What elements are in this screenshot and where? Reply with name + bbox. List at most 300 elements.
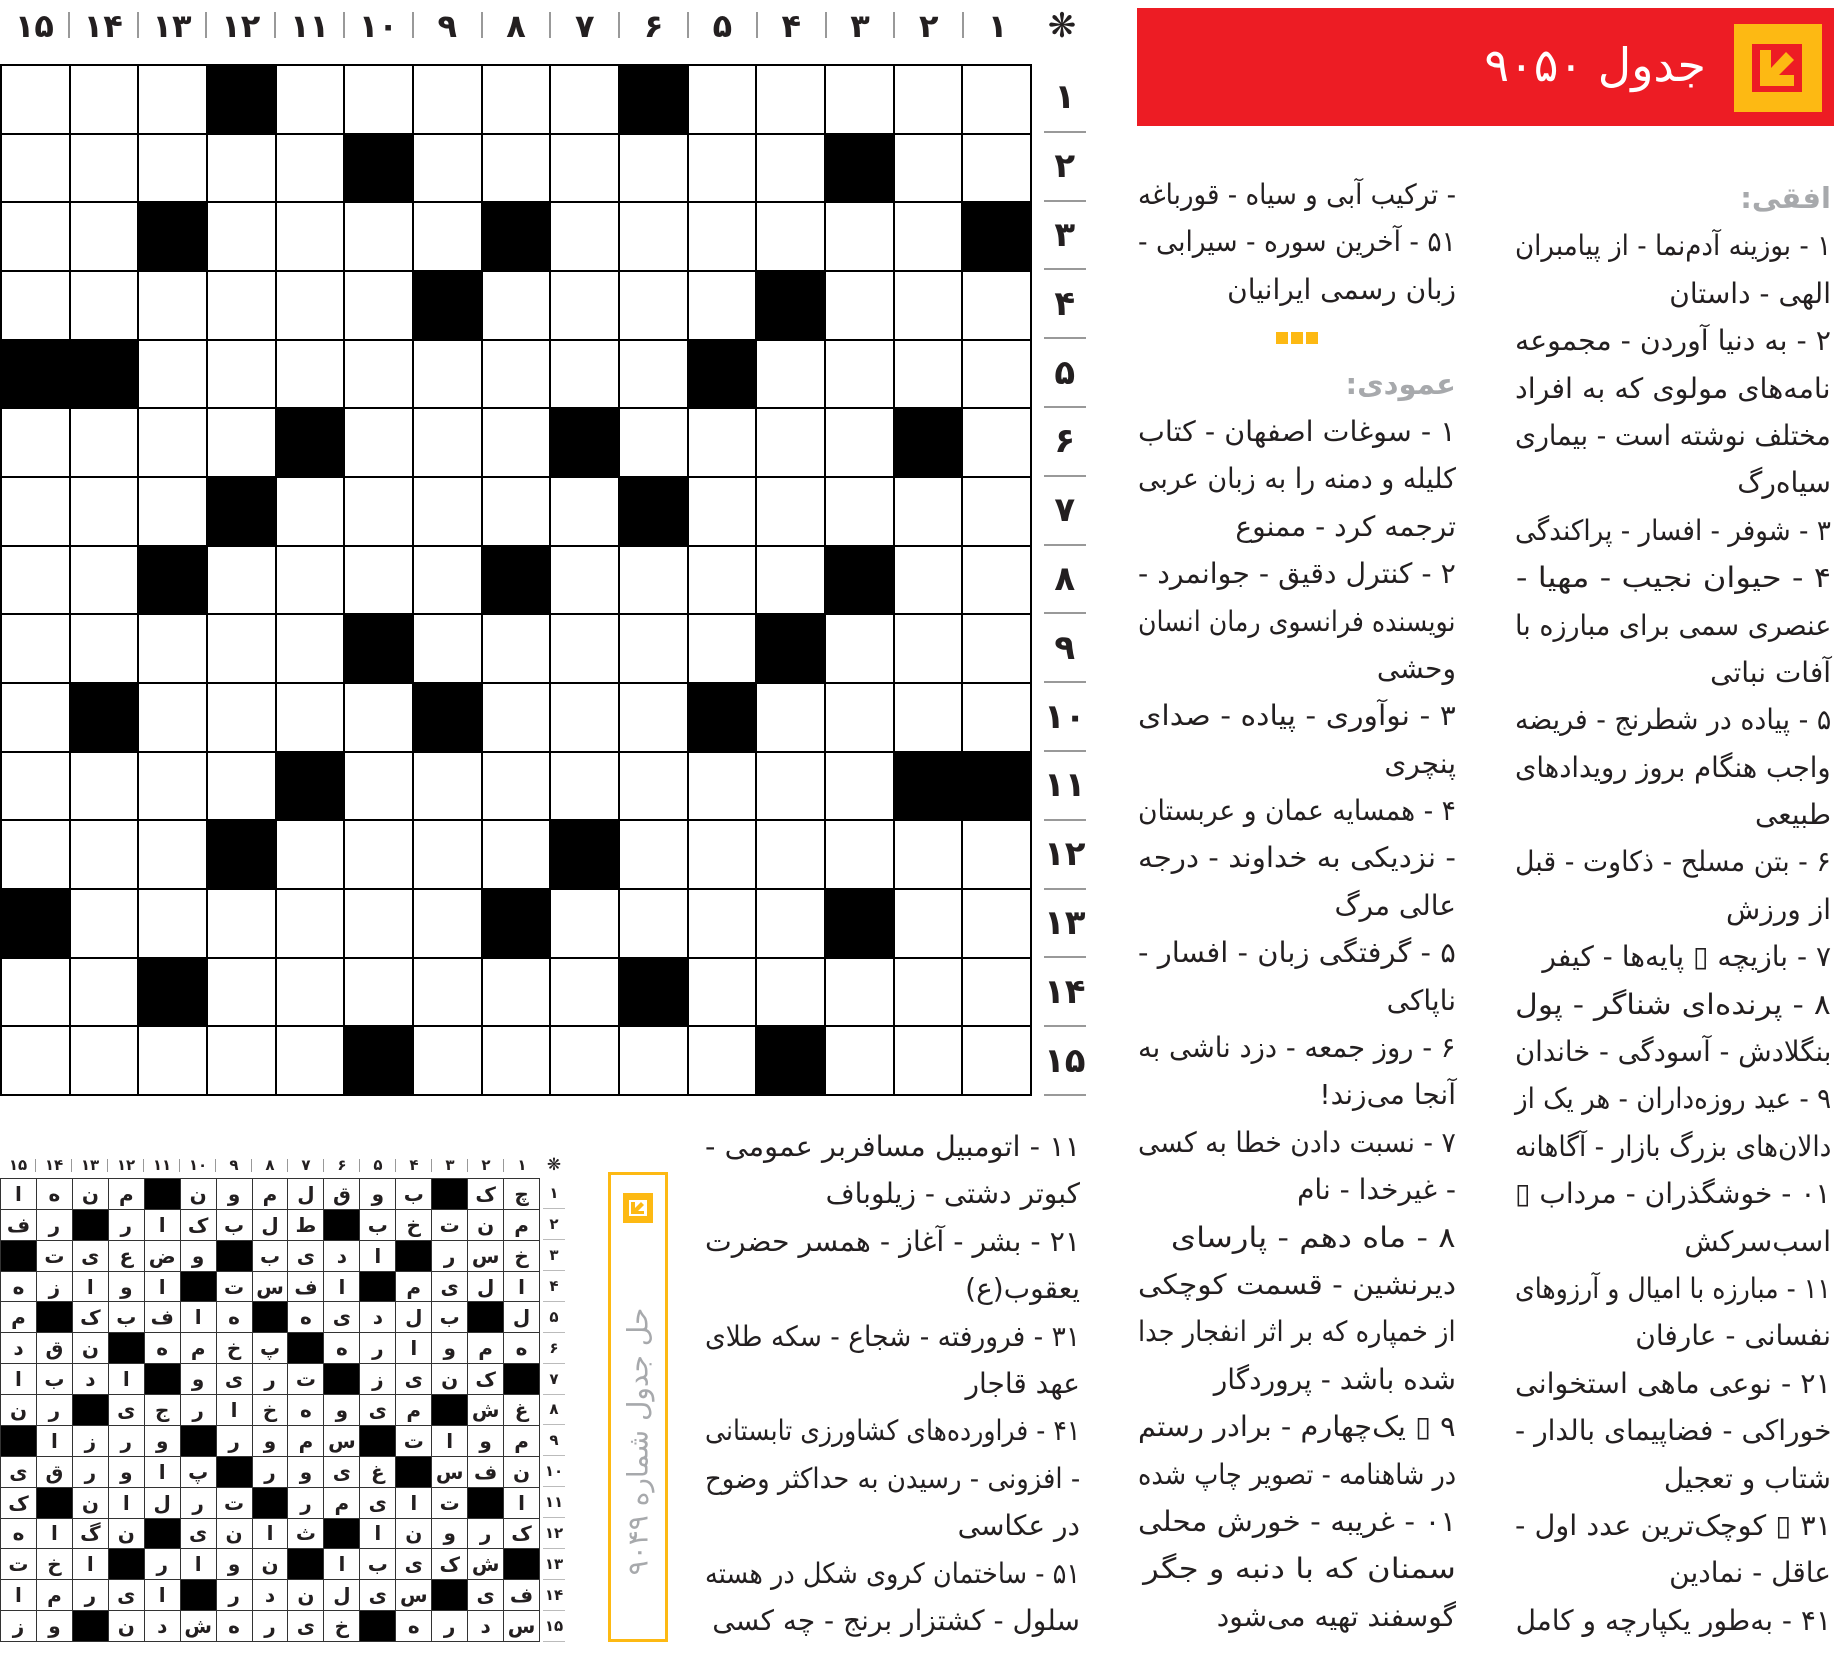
empty-cell[interactable]: [689, 959, 758, 1028]
empty-cell[interactable]: [414, 409, 483, 478]
clue-line-text: - ترکیب آبی و سیاه - قورباغه: [1137, 178, 1456, 211]
empty-cell[interactable]: [414, 203, 483, 272]
empty-cell[interactable]: [483, 615, 552, 684]
empty-cell[interactable]: [414, 753, 483, 822]
empty-cell[interactable]: [620, 615, 689, 684]
clue-line-text: عنصری سمی برای مبارزه با: [1514, 608, 1831, 642]
empty-cell[interactable]: [71, 547, 140, 616]
empty-cell[interactable]: [71, 753, 140, 822]
empty-cell[interactable]: [483, 478, 552, 547]
empty-cell[interactable]: [757, 821, 826, 890]
solution-cell: ش: [468, 1549, 504, 1580]
solution-cell: ک: [73, 1302, 109, 1333]
empty-cell[interactable]: [139, 615, 208, 684]
empty-cell[interactable]: [208, 272, 277, 341]
empty-cell[interactable]: [620, 684, 689, 753]
column-label: ۶: [324, 1152, 360, 1178]
empty-cell[interactable]: [689, 135, 758, 204]
empty-cell[interactable]: [208, 135, 277, 204]
empty-cell[interactable]: [2, 478, 71, 547]
empty-cell[interactable]: [139, 341, 208, 410]
empty-cell[interactable]: [277, 272, 346, 341]
empty-cell[interactable]: [689, 890, 758, 959]
empty-cell[interactable]: [277, 959, 346, 1028]
empty-cell[interactable]: [620, 409, 689, 478]
empty-cell[interactable]: [277, 341, 346, 410]
empty-cell[interactable]: [277, 66, 346, 135]
empty-cell[interactable]: [551, 478, 620, 547]
empty-cell[interactable]: [895, 615, 964, 684]
empty-cell[interactable]: [963, 409, 1032, 478]
empty-cell[interactable]: [551, 135, 620, 204]
empty-cell[interactable]: [826, 1027, 895, 1096]
solution-label-box: [608, 1172, 668, 1642]
solution-cell: ی: [324, 1457, 360, 1488]
empty-cell[interactable]: [2, 409, 71, 478]
clue-line: [1138, 1071, 1456, 1118]
clue-line: [705, 1360, 1080, 1407]
clue-line: [705, 1123, 1080, 1170]
empty-cell[interactable]: [208, 547, 277, 616]
empty-cell[interactable]: [71, 821, 140, 890]
empty-cell[interactable]: [963, 1027, 1032, 1096]
empty-cell[interactable]: [71, 890, 140, 959]
empty-cell[interactable]: [414, 615, 483, 684]
empty-cell[interactable]: [71, 203, 140, 272]
empty-cell[interactable]: [620, 821, 689, 890]
clue-line-text: عهد قاجار: [965, 1366, 1080, 1400]
empty-cell[interactable]: [483, 135, 552, 204]
empty-cell[interactable]: [139, 478, 208, 547]
solution-cell: س: [253, 1272, 289, 1303]
solution-cell: پ: [253, 1333, 289, 1364]
empty-cell[interactable]: [551, 959, 620, 1028]
empty-cell[interactable]: [689, 203, 758, 272]
clue-line: [1138, 1261, 1456, 1308]
empty-cell[interactable]: [483, 753, 552, 822]
clue-line: [1138, 503, 1456, 550]
empty-cell[interactable]: [551, 547, 620, 616]
empty-cell[interactable]: [345, 203, 414, 272]
solution-cell: ا: [109, 1364, 145, 1395]
solution-cell: ا: [145, 1272, 181, 1303]
black-cell: [757, 272, 826, 341]
empty-cell[interactable]: [2, 547, 71, 616]
clue-line: [1515, 886, 1831, 933]
empty-cell[interactable]: [277, 547, 346, 616]
clue-line: [705, 1313, 1080, 1360]
solution-cell: س: [504, 1611, 540, 1642]
solution-cell: ج: [145, 1395, 181, 1426]
solution-cell: م: [324, 1488, 360, 1519]
black-cell: [145, 1364, 181, 1395]
empty-cell[interactable]: [620, 135, 689, 204]
empty-cell[interactable]: [414, 890, 483, 959]
clue-line: [1515, 412, 1831, 459]
empty-cell[interactable]: [414, 66, 483, 135]
solution-cell: س: [468, 1241, 504, 1272]
solution-cell: ل: [396, 1302, 432, 1333]
empty-cell[interactable]: [895, 959, 964, 1028]
empty-cell[interactable]: [963, 341, 1032, 410]
clue-line: [1138, 171, 1456, 218]
row-label: ۱۵: [1044, 1027, 1086, 1096]
empty-cell[interactable]: [963, 959, 1032, 1028]
empty-cell[interactable]: [826, 341, 895, 410]
solution-grid: [0, 1178, 540, 1642]
empty-cell[interactable]: [483, 66, 552, 135]
clue-line-text: کلیله و دمنه را به زبان عربی: [1138, 462, 1456, 496]
empty-cell[interactable]: [826, 478, 895, 547]
black-cell: [963, 753, 1032, 822]
empty-cell[interactable]: [620, 547, 689, 616]
solution-grid-column-labels: [0, 1152, 540, 1178]
empty-cell[interactable]: [277, 1027, 346, 1096]
empty-cell[interactable]: [551, 753, 620, 822]
empty-cell[interactable]: [689, 409, 758, 478]
solution-cell: ب: [253, 1241, 289, 1272]
clue-line-text: افقی:: [1740, 181, 1831, 215]
empty-cell[interactable]: [71, 615, 140, 684]
solution-cell: ت: [288, 1364, 324, 1395]
row-label: ۹: [543, 1425, 565, 1456]
empty-cell[interactable]: [895, 272, 964, 341]
empty-cell[interactable]: [895, 684, 964, 753]
empty-cell[interactable]: [139, 821, 208, 890]
clue-line-text: زبان رسمی ایرانیان: [1227, 272, 1456, 306]
empty-cell[interactable]: [551, 66, 620, 135]
clue-line-text: دالان‌های بزرگ بازار - آگاهانه: [1514, 1129, 1831, 1163]
empty-cell[interactable]: [963, 684, 1032, 753]
black-cell: [71, 341, 140, 410]
empty-cell[interactable]: [551, 1027, 620, 1096]
empty-cell[interactable]: [345, 409, 414, 478]
empty-cell[interactable]: [689, 753, 758, 822]
empty-cell[interactable]: [895, 66, 964, 135]
solution-cell: ف: [504, 1580, 540, 1611]
row-label: ۱۲: [543, 1518, 565, 1549]
empty-cell[interactable]: [277, 203, 346, 272]
empty-cell[interactable]: [277, 478, 346, 547]
empty-cell[interactable]: [277, 684, 346, 753]
empty-cell[interactable]: [689, 1027, 758, 1096]
empty-cell[interactable]: [551, 272, 620, 341]
clue-line-text: نویسنده فرانسوی رمان انسان: [1138, 604, 1456, 638]
puzzle-header: [1137, 8, 1834, 126]
empty-cell[interactable]: [2, 135, 71, 204]
empty-cell[interactable]: [71, 1027, 140, 1096]
row-label: ۱: [1044, 64, 1086, 133]
solution-cell: و: [288, 1457, 324, 1488]
empty-cell[interactable]: [689, 615, 758, 684]
empty-cell[interactable]: [2, 959, 71, 1028]
empty-cell[interactable]: [277, 821, 346, 890]
empty-cell[interactable]: [895, 821, 964, 890]
empty-cell[interactable]: [208, 341, 277, 410]
solution-cell: س: [396, 1580, 432, 1611]
clue-line: [1515, 317, 1831, 364]
empty-cell[interactable]: [826, 66, 895, 135]
empty-cell[interactable]: [208, 890, 277, 959]
empty-cell[interactable]: [71, 959, 140, 1028]
empty-cell[interactable]: [345, 684, 414, 753]
empty-cell[interactable]: [208, 203, 277, 272]
empty-cell[interactable]: [689, 272, 758, 341]
empty-cell[interactable]: [139, 66, 208, 135]
empty-cell[interactable]: [345, 341, 414, 410]
empty-cell[interactable]: [757, 547, 826, 616]
empty-cell[interactable]: [689, 547, 758, 616]
empty-cell[interactable]: [208, 753, 277, 822]
empty-cell[interactable]: [414, 821, 483, 890]
row-label: ۱۰: [1044, 683, 1086, 752]
clue-line: [1515, 1123, 1831, 1170]
empty-cell[interactable]: [345, 821, 414, 890]
solution-cell: ه: [288, 1395, 324, 1426]
across-heading: [1515, 175, 1831, 222]
empty-cell[interactable]: [963, 66, 1032, 135]
empty-cell[interactable]: [620, 203, 689, 272]
empty-cell[interactable]: [963, 135, 1032, 204]
empty-cell[interactable]: [826, 615, 895, 684]
empty-cell[interactable]: [551, 341, 620, 410]
black-cell: [360, 1272, 396, 1303]
column-label: ۱۰: [344, 0, 413, 52]
empty-cell[interactable]: [757, 753, 826, 822]
empty-cell[interactable]: [2, 684, 71, 753]
empty-cell[interactable]: [895, 203, 964, 272]
solution-cell: ق: [37, 1333, 73, 1364]
empty-cell[interactable]: [277, 135, 346, 204]
solution-cell: ر: [109, 1426, 145, 1457]
empty-cell[interactable]: [414, 341, 483, 410]
empty-cell[interactable]: [826, 959, 895, 1028]
solution-cell: ر: [181, 1488, 217, 1519]
clue-line: [1515, 1502, 1831, 1549]
row-label: ۱۳: [1044, 890, 1086, 959]
clue-line: [1515, 365, 1831, 412]
empty-cell[interactable]: [139, 1027, 208, 1096]
solution-cell: ن: [217, 1519, 253, 1550]
empty-cell[interactable]: [895, 135, 964, 204]
solution-cell: غ: [504, 1395, 540, 1426]
empty-cell[interactable]: [345, 66, 414, 135]
empty-cell[interactable]: [483, 409, 552, 478]
empty-cell[interactable]: [139, 890, 208, 959]
clue-line-text: الهی - داستان: [1669, 276, 1831, 310]
empty-cell[interactable]: [757, 478, 826, 547]
empty-cell[interactable]: [826, 272, 895, 341]
solution-cell: م: [396, 1395, 432, 1426]
empty-cell[interactable]: [2, 615, 71, 684]
clue-line-text: - افزونی - رسیدن به حداکثر وضوح: [704, 1461, 1080, 1495]
empty-cell[interactable]: [826, 203, 895, 272]
column-label: ۱۵: [14, 7, 54, 45]
black-cell: [181, 1272, 217, 1303]
clue-line-text: ۳ - شوفر - افسار - پراکندگی: [1515, 513, 1831, 547]
empty-cell[interactable]: [620, 890, 689, 959]
solution-cell: ن: [396, 1519, 432, 1550]
empty-cell[interactable]: [277, 615, 346, 684]
empty-cell[interactable]: [139, 409, 208, 478]
black-cell: [208, 821, 277, 890]
clue-line: [1515, 791, 1831, 838]
empty-cell[interactable]: [826, 753, 895, 822]
empty-cell[interactable]: [414, 547, 483, 616]
bottom-clues-column: [705, 1123, 1080, 1644]
empty-cell[interactable]: [757, 409, 826, 478]
empty-cell[interactable]: [2, 1027, 71, 1096]
empty-cell[interactable]: [551, 203, 620, 272]
empty-cell[interactable]: [826, 821, 895, 890]
empty-cell[interactable]: [2, 66, 71, 135]
clue-line-text: شده باشد - پروردگار: [1213, 1362, 1456, 1396]
black-cell: [277, 753, 346, 822]
solution-cell: ر: [145, 1549, 181, 1580]
solution-cell: ی: [396, 1364, 432, 1395]
black-cell: [757, 1027, 826, 1096]
clue-line: [705, 1550, 1080, 1597]
empty-cell[interactable]: [208, 684, 277, 753]
empty-cell[interactable]: [963, 890, 1032, 959]
solution-cell: ل: [253, 1210, 289, 1241]
empty-cell[interactable]: [208, 1027, 277, 1096]
empty-cell[interactable]: [963, 821, 1032, 890]
empty-cell[interactable]: [71, 135, 140, 204]
empty-cell[interactable]: [71, 66, 140, 135]
empty-cell[interactable]: [139, 272, 208, 341]
empty-cell[interactable]: [483, 821, 552, 890]
empty-cell[interactable]: [895, 890, 964, 959]
empty-cell[interactable]: [757, 341, 826, 410]
clue-line-text: واجب هنگام بروز رویدادهای: [1515, 750, 1831, 784]
empty-cell[interactable]: [208, 959, 277, 1028]
empty-cell[interactable]: [620, 753, 689, 822]
solution-cell: ل: [468, 1272, 504, 1303]
empty-cell[interactable]: [483, 1027, 552, 1096]
empty-cell[interactable]: [208, 615, 277, 684]
row-label: ۱۱: [1044, 752, 1086, 821]
solution-cell: ا: [360, 1519, 396, 1550]
empty-cell[interactable]: [963, 547, 1032, 616]
empty-cell[interactable]: [757, 203, 826, 272]
empty-cell[interactable]: [414, 959, 483, 1028]
empty-cell[interactable]: [71, 478, 140, 547]
solution-cell: ت: [396, 1426, 432, 1457]
clue-line: [1515, 1312, 1831, 1359]
solution-cell: ن: [181, 1179, 217, 1210]
empty-cell[interactable]: [689, 66, 758, 135]
column-label: ۱۱: [275, 0, 344, 52]
empty-cell[interactable]: [757, 66, 826, 135]
empty-cell[interactable]: [71, 272, 140, 341]
empty-cell[interactable]: [483, 684, 552, 753]
empty-cell[interactable]: [414, 1027, 483, 1096]
empty-cell[interactable]: [2, 753, 71, 822]
clue-line-text: عمودی:: [1345, 366, 1456, 401]
empty-cell[interactable]: [2, 821, 71, 890]
empty-cell[interactable]: [277, 890, 346, 959]
empty-cell[interactable]: [963, 478, 1032, 547]
row-label: ۷: [1044, 477, 1086, 546]
empty-cell[interactable]: [139, 684, 208, 753]
row-label: ۴: [1044, 270, 1086, 339]
solution-cell: ن: [109, 1519, 145, 1550]
empty-cell[interactable]: [689, 821, 758, 890]
middle-clues-column: [1138, 171, 1456, 1640]
empty-cell[interactable]: [414, 478, 483, 547]
empty-cell[interactable]: [551, 615, 620, 684]
empty-cell[interactable]: [895, 547, 964, 616]
empty-cell[interactable]: [757, 959, 826, 1028]
empty-cell[interactable]: [2, 272, 71, 341]
clue-line-text: ۳ - نوآوری - پیاده - صدای: [1138, 699, 1456, 733]
empty-cell[interactable]: [345, 547, 414, 616]
empty-cell[interactable]: [895, 341, 964, 410]
empty-cell[interactable]: [345, 478, 414, 547]
black-cell: [620, 478, 689, 547]
empty-cell[interactable]: [551, 684, 620, 753]
empty-cell[interactable]: [620, 272, 689, 341]
empty-cell[interactable]: [689, 478, 758, 547]
black-cell: [1, 1241, 37, 1272]
empty-cell[interactable]: [757, 684, 826, 753]
solution-cell: ر: [109, 1210, 145, 1241]
empty-cell[interactable]: [620, 1027, 689, 1096]
empty-cell[interactable]: [345, 959, 414, 1028]
black-cell: [181, 1426, 217, 1457]
empty-cell[interactable]: [345, 272, 414, 341]
empty-cell[interactable]: [895, 478, 964, 547]
empty-cell[interactable]: [963, 615, 1032, 684]
empty-cell[interactable]: [345, 890, 414, 959]
black-cell: [414, 684, 483, 753]
solution-cell: ل: [288, 1179, 324, 1210]
empty-cell[interactable]: [757, 135, 826, 204]
empty-cell[interactable]: [757, 890, 826, 959]
solution-cell: ک: [468, 1364, 504, 1395]
clue-line-text: در عکاسی: [957, 1509, 1080, 1543]
solution-cell: پ: [181, 1457, 217, 1488]
empty-cell[interactable]: [963, 272, 1032, 341]
clue-line: [705, 1170, 1080, 1217]
empty-cell[interactable]: [826, 409, 895, 478]
black-cell: [345, 135, 414, 204]
solution-cell: ک: [504, 1519, 540, 1550]
clue-line-text: ۲ - کنترل دقیق - جوانمرد -: [1138, 557, 1456, 591]
clue-line-text: نفسانی - عارفان: [1635, 1319, 1831, 1353]
black-cell: [253, 1488, 289, 1519]
solution-title: حل جدول شماره ۹۰۴۹: [621, 1307, 655, 1576]
empty-cell[interactable]: [551, 890, 620, 959]
empty-cell[interactable]: [483, 272, 552, 341]
solution-cell: ا: [1, 1364, 37, 1395]
empty-cell[interactable]: [2, 203, 71, 272]
empty-cell[interactable]: [483, 341, 552, 410]
empty-cell[interactable]: [483, 959, 552, 1028]
empty-cell[interactable]: [826, 684, 895, 753]
empty-cell[interactable]: [620, 341, 689, 410]
clue-line-text: در شاهنامه - تصویر چاپ شده: [1137, 1457, 1456, 1491]
empty-cell[interactable]: [414, 135, 483, 204]
black-cell: [288, 1549, 324, 1580]
empty-cell[interactable]: [71, 409, 140, 478]
empty-cell[interactable]: [208, 409, 277, 478]
empty-cell[interactable]: [139, 753, 208, 822]
empty-cell[interactable]: [139, 135, 208, 204]
empty-cell[interactable]: [895, 1027, 964, 1096]
empty-cell[interactable]: [345, 753, 414, 822]
